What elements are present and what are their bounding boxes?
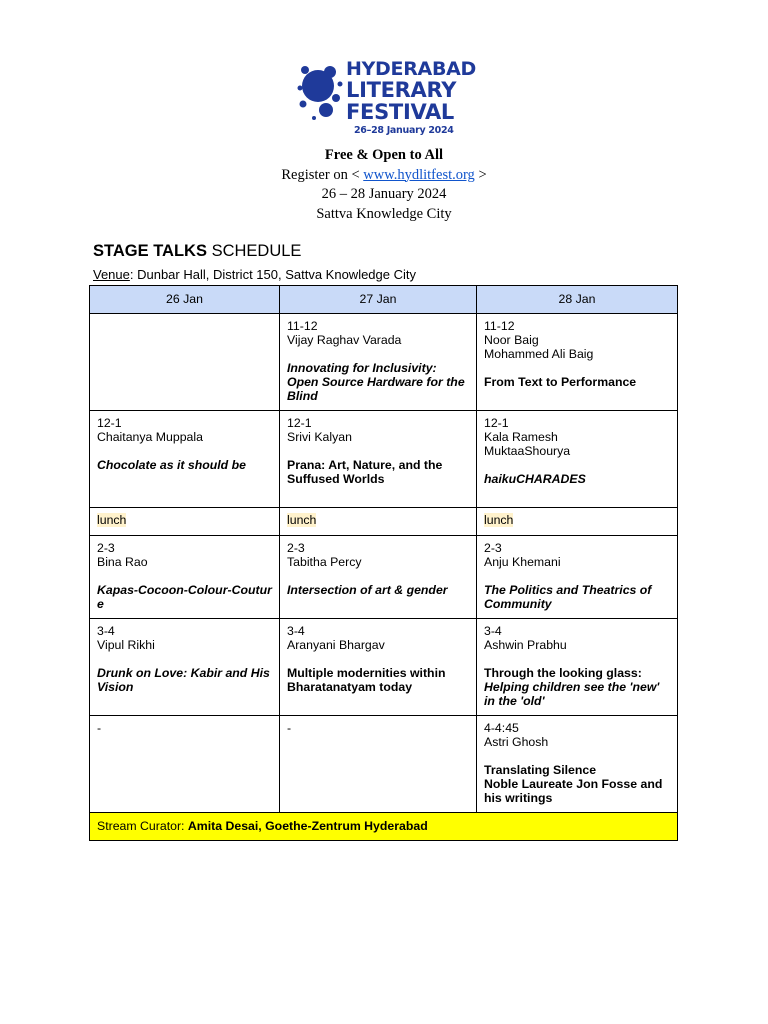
session-subtitle: Helping children see the 'new' in the 'old' (484, 680, 660, 708)
table-row (90, 411, 678, 508)
logo-line-3: FESTIVAL (346, 100, 455, 124)
session-cell (280, 536, 477, 619)
free-open-text: Free & Open to All (324, 147, 444, 163)
session-cell (477, 411, 678, 508)
session-speaker: Vijay Raghav Varada (287, 333, 402, 347)
day-header: 28 Jan (477, 286, 678, 314)
logo-line-1: HYDERABAD (346, 58, 477, 80)
session-cell (90, 619, 280, 716)
heading-rest: SCHEDULE (206, 242, 302, 260)
register-line (0, 166, 768, 186)
session-title: The Politics and Theatrics of Community (484, 583, 652, 611)
register-link[interactable]: www.hydlitfest.org (363, 166, 475, 183)
table-row (90, 536, 678, 619)
lunch-row (90, 508, 678, 536)
lunch-label: lunch (287, 513, 317, 527)
event-intro (0, 146, 768, 224)
table-row (90, 619, 678, 716)
session-title: Drunk on Love: Kabir and His Vision (97, 666, 270, 694)
session-time: - (97, 721, 102, 735)
lunch-label: lunch (97, 513, 127, 527)
session-time: 11-12 (287, 319, 318, 333)
session-speaker: Ashwin Prabhu (484, 638, 567, 652)
logo-line-2: LITERARY (346, 78, 457, 102)
curator-label: Stream Curator: (97, 819, 188, 833)
session-speaker: Mohammed Ali Baig (484, 347, 594, 361)
lunch-cell (280, 508, 477, 536)
session-title: Multiple modernities within Bharatanatyam today (287, 666, 446, 694)
session-time: 12-1 (97, 416, 122, 430)
session-time: 2-3 (287, 541, 305, 555)
lunch-cell (477, 508, 678, 536)
session-time: 3-4 (97, 624, 115, 638)
session-speaker: Chaitanya Muppala (97, 430, 203, 444)
session-cell (90, 716, 280, 813)
day-header-row (90, 286, 678, 314)
session-cell (477, 314, 678, 411)
lunch-cell (90, 508, 280, 536)
day-header: 26 Jan (90, 286, 280, 314)
session-cell (477, 716, 678, 813)
session-cell (90, 536, 280, 619)
session-title: Translating Silence (484, 763, 597, 777)
session-time: 3-4 (287, 624, 305, 638)
session-time: 11-12 (484, 319, 515, 333)
venue-text: : Dunbar Hall, District 150, Sattva Knowledge City (129, 267, 417, 282)
session-speaker: MuktaaShourya (484, 444, 571, 458)
session-speaker: Noor Baig (484, 333, 539, 347)
festival-logo (296, 52, 476, 138)
session-speaker: Srivi Kalyan (287, 430, 352, 444)
session-subtitle: Noble Laureate Jon Fosse and his writings (484, 777, 663, 805)
session-title: Innovating for Inclusivity: Open Source Hardware for the Blind (287, 361, 465, 403)
session-time: 4-4:45 (484, 721, 519, 735)
logo-dates: 26–28 January 2024 (354, 125, 454, 136)
session-speaker: Bina Rao (97, 555, 148, 569)
session-cell (280, 314, 477, 411)
session-time: - (287, 721, 292, 735)
session-title: Kapas-Cocoon-Colour-Couture (97, 583, 272, 611)
event-dates: 26 – 28 January 2024 (321, 186, 447, 202)
session-time: 3-4 (484, 624, 502, 638)
session-time: 2-3 (484, 541, 502, 555)
session-time: 12-1 (484, 416, 509, 430)
schedule-table (89, 285, 678, 841)
session-title: haikuCHARADES (484, 472, 586, 486)
table-row (90, 716, 678, 813)
session-title: Through the looking glass: (484, 666, 642, 680)
session-cell (280, 411, 477, 508)
register-suffix: > (474, 166, 487, 183)
session-cell (90, 411, 280, 508)
session-title: From Text to Performance (484, 375, 637, 389)
session-speaker: Astri Ghosh (484, 735, 549, 749)
session-cell (477, 619, 678, 716)
curator-row (90, 813, 678, 841)
session-cell (90, 314, 280, 411)
register-prefix: Register on < (281, 166, 364, 183)
ink-splash-icon (296, 58, 346, 128)
session-title: Prana: Art, Nature, and the Suffused Worlds (287, 458, 443, 486)
session-cell (280, 716, 477, 813)
heading-bold: STAGE TALKS (93, 242, 207, 260)
session-speaker: Kala Ramesh (484, 430, 558, 444)
venue-label: Venue (93, 267, 130, 282)
curator-name: Amita Desai, Goethe-Zentrum Hyderabad (187, 819, 428, 833)
session-speaker: Aranyani Bhargav (287, 638, 385, 652)
session-cell (477, 536, 678, 619)
lunch-label: lunch (484, 513, 514, 527)
session-speaker: Vipul Rikhi (97, 638, 155, 652)
session-speaker: Anju Khemani (484, 555, 561, 569)
venue-line (93, 267, 416, 282)
session-title: Chocolate as it should be (97, 458, 246, 472)
event-location: Sattva Knowledge City (316, 205, 452, 222)
session-title: Intersection of art & gender (287, 583, 448, 597)
day-header: 27 Jan (280, 286, 477, 314)
logo-wordmark (346, 60, 476, 136)
session-time: 12-1 (287, 416, 312, 430)
table-row (90, 314, 678, 411)
session-time: 2-3 (97, 541, 115, 555)
session-speaker: Tabitha Percy (287, 555, 362, 569)
curator-cell (90, 813, 678, 841)
schedule-heading (93, 242, 301, 261)
session-cell (280, 619, 477, 716)
